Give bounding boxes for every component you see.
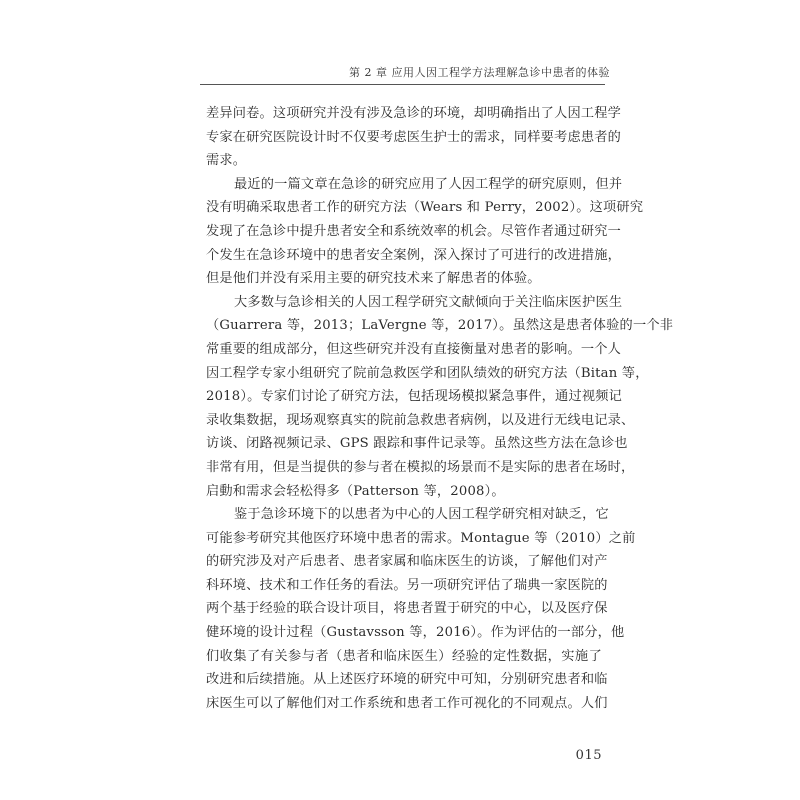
text-line: 常重要的组成部分，但这些研究并没有直接衡量对患者的影响。一个人: [206, 341, 622, 357]
text-line: 需求。: [206, 153, 247, 169]
paragraph: [206, 291, 674, 503]
text-line: 大多数与急诊相关的人因工程学研究文献倾向于关注临床医护医生: [234, 294, 623, 310]
text-line: （Guarrera 等，2013；LaVergne 等，2017）。虽然这是患者体验的一个非: [206, 318, 674, 334]
text-line: 专家在研究医院设计时不仅要考虑医生护士的需求，同样要考虑患者的: [206, 129, 622, 145]
text-line: 因工程学专家小组研究了院前急救医学和团队绩效的研究方法（Bitan 等，: [206, 365, 649, 381]
text-line: 差异问卷。这项研究并没有涉及急诊的环境，却明确指出了人因工程学: [206, 106, 622, 121]
header-rule: [200, 84, 605, 85]
text-line: 们收集了有关参与者（患者和临床医生）经验的定性数据，实施了: [206, 648, 602, 664]
text-line: 的研究涉及对产后患者、患者家属和临床医生的访谈，了解他们对产: [206, 554, 608, 570]
paragraph: [206, 503, 636, 715]
text-line: 但是他们并没有采用主要的研究技术来了解患者的体验。: [206, 271, 541, 287]
running-header: 第 2 章 应用人因工程学方法理解急诊中患者的体验: [349, 66, 610, 79]
text-line: 最近的一篇文章在急诊的研究应用了人因工程学的研究原则，但并: [234, 176, 623, 192]
text-line: 访谈、闭路视频记录、GPS 跟踪和事件记录等。虽然这些方法在急诊也: [206, 436, 628, 452]
text-line: 健环境的设计过程（Gustavsson 等，2016）。作为评估的一部分，他: [206, 625, 625, 641]
text-line: 启動和需求会轻松得多（Patterson 等，2008）。: [206, 483, 505, 499]
paragraph: [206, 173, 644, 291]
body-text: [206, 102, 674, 715]
text-line: 科环境、技术和工作任务的看法。另一项研究评估了瑞典一家医院的: [206, 577, 608, 593]
text-line: 可能参考研究其他医疗环境中患者的需求。Montague 等（2010）之前: [206, 530, 636, 546]
text-line: 非常有用，但是当提供的参与者在模拟的场景而不是实际的患者在场时，: [206, 459, 635, 475]
text-line: 2018）。专家们讨论了研究方法，包括现场模拟紧急事件，通过视频记: [206, 389, 622, 405]
text-line: 改进和后续措施。从上述医疗环境的研究中可知，分别研究患者和临: [206, 672, 608, 688]
text-line: 个发生在急诊环境中的患者安全案例，深入探讨了可进行的改进措施，: [206, 247, 622, 263]
page-number: 015: [575, 748, 602, 763]
text-line: 两个基于经验的联合设计项目，将患者置于研究的中心，以及医疗保: [206, 601, 608, 617]
text-line: 鉴于急诊环境下的以患者为中心的人因工程学研究相对缺乏，它: [234, 507, 609, 523]
text-line: 没有明确采取患者工作的研究方法（Wears 和 Perry，2002）。这项研究: [206, 200, 644, 216]
text-line: 录收集数据，现场观察真实的院前急救患者病例，以及进行无线电记录、: [206, 412, 635, 428]
text-line: 床医生可以了解他们对工作系统和患者工作可视化的不同观点。人们: [206, 695, 608, 711]
paragraph: [206, 102, 622, 173]
text-line: 发现了在急诊中提升患者安全和系统效率的机会。尽管作者通过研究一: [206, 223, 622, 239]
